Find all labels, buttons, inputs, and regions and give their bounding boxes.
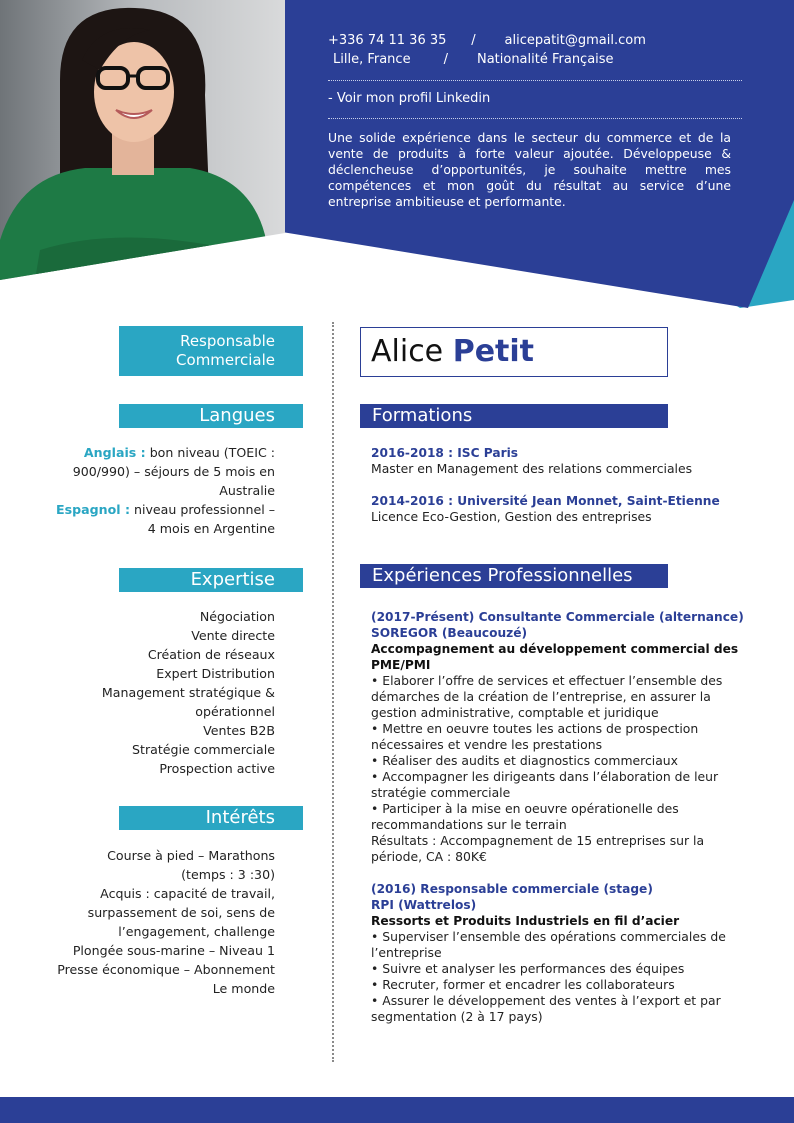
experience-line: stratégie commerciale	[371, 785, 511, 800]
expertise-item: Expert Distribution	[156, 666, 275, 681]
experience-line: démarches de la création de l’entreprise, en assurer la	[371, 689, 711, 704]
experience-line: • Superviser l’ensemble des opérations commerciales de	[371, 929, 726, 944]
expertise-item: Management stratégique &	[101, 685, 275, 700]
job-title-box	[119, 326, 303, 376]
experience-line: segmentation (2 à 17 pays)	[371, 1009, 543, 1024]
section-heading-formations: Formations	[360, 404, 668, 428]
experience-company: RPI (Wattrelos)	[371, 898, 477, 912]
expertise-item: Stratégie commerciale	[132, 742, 275, 757]
language-line: 900/990) – séjours de 5 mois en	[72, 464, 275, 479]
column-divider	[332, 322, 334, 1062]
experience-line: période, CA : 80K€	[371, 849, 487, 864]
profile-summary: Une solide expérience dans le secteur du commerce et de la vente de produits à forte valeur ajoutée. Développeuse & déclencheuse d’opportunités, je souhaite mettre mes compétences et mon goût du résultat au service d’une entreprise ambitieuse et performante.	[328, 130, 731, 209]
interest-item: (temps : 3 :30)	[181, 867, 275, 882]
nationality: Nationalité Française	[476, 52, 614, 67]
header-divider-1	[328, 80, 742, 81]
linkedin-link[interactable]: - Voir mon profil Linkedin	[328, 91, 491, 106]
expertise-item: Négociation	[199, 609, 275, 624]
experience-line: • Recruter, former et encadrer les collaborateurs	[371, 977, 675, 992]
expertise-item: Création de réseaux	[147, 647, 275, 662]
footer-band	[0, 1097, 794, 1123]
expertise-item: opérationnel	[195, 704, 275, 719]
experience-line: • Accompagner les dirigeants dans l’élaboration de leur	[371, 769, 719, 784]
languages-list	[40, 443, 275, 538]
formation-title: 2014-2016 : Université Jean Monnet, Saint-Etienne	[371, 494, 720, 508]
formations-list	[371, 445, 751, 525]
language-line: Anglais : bon niveau (TOEIC :	[83, 445, 275, 460]
last-name: Petit	[452, 334, 535, 369]
name-box	[360, 327, 668, 377]
separator: /	[471, 33, 476, 48]
city: Lille, France	[333, 52, 411, 67]
experience-line: • Assurer le développement des ventes à l’export et par	[371, 993, 721, 1008]
language-line: Australie	[219, 483, 275, 498]
experience-line: Résultats : Accompagnement de 15 entreprises sur la	[371, 833, 705, 848]
experience-line: • Elaborer l’offre de services et effectuer l’ensemble des	[371, 673, 723, 688]
first-name: Alice	[371, 334, 444, 369]
interest-item: Course à pied – Marathons	[107, 848, 275, 863]
experience-mission: PME/PMI	[371, 658, 431, 672]
language-line: 4 mois en Argentine	[147, 521, 275, 536]
section-heading-experiences: Expériences Professionnelles	[360, 564, 668, 588]
experience-mission: Accompagnement au développement commercial des	[371, 642, 739, 656]
interest-item: Plongée sous-marine – Niveau 1	[72, 943, 275, 958]
email-link[interactable]: alicepatit@gmail.com	[504, 33, 646, 48]
experience-1	[371, 609, 751, 865]
expertise-list	[40, 607, 275, 778]
separator: /	[443, 52, 449, 67]
section-heading-interets: Intérêts	[119, 806, 303, 830]
expertise-item: Vente directe	[191, 628, 275, 643]
section-heading-langues: Langues	[119, 404, 303, 428]
experience-line: • Suivre et analyser les performances des équipes	[371, 961, 685, 976]
experience-line: • Mettre en oeuvre toutes les actions de prospection	[371, 721, 699, 736]
experience-2	[371, 881, 751, 1025]
experience-mission: Ressorts et Produits Industriels en fil d’acier	[371, 914, 680, 928]
contact-line-2	[333, 52, 753, 67]
header-divider-2	[328, 118, 742, 119]
experience-role: (2016) Responsable commerciale (stage)	[371, 882, 653, 896]
experience-line: nécessaires et vendre les prestations	[371, 737, 603, 752]
phone-number: +336 74 11 36 35	[328, 33, 447, 48]
experience-line: • Participer à la mise en oeuvre opérationelle des	[371, 801, 679, 816]
experience-line: gestion administrative, comptable et juridique	[371, 705, 659, 720]
formation-desc: Master en Management des relations commerciales	[371, 461, 693, 476]
formation-title: 2016-2018 : ISC Paris	[371, 446, 519, 460]
experience-role: (2017-Présent) Consultante Commerciale (alternance)	[371, 610, 744, 624]
experience-line: recommandations sur le terrain	[371, 817, 567, 832]
contact-line-1	[328, 33, 748, 48]
experience-line: l’entreprise	[371, 945, 442, 960]
expertise-item: Ventes B2B	[203, 723, 275, 738]
interest-item: Presse économique – Abonnement	[57, 962, 275, 977]
experience-line: • Réaliser des audits et diagnostics commerciaux	[371, 753, 678, 768]
language-keyword: Anglais :	[83, 445, 146, 460]
interest-item: surpassement de soi, sens de	[87, 905, 275, 920]
language-keyword: Espagnol :	[56, 502, 130, 517]
job-title-line: Commerciale	[176, 351, 275, 369]
language-line: Espagnol : niveau professionnel –	[56, 502, 275, 517]
section-heading-expertise: Expertise	[119, 568, 303, 592]
interest-item: l’engagement, challenge	[118, 924, 275, 939]
interest-item: Acquis : capacité de travail,	[100, 886, 275, 901]
profile-photo	[0, 0, 285, 280]
formation-desc: Licence Eco-Gestion, Gestion des entreprises	[371, 509, 652, 524]
experience-company: SOREGOR (Beaucouzé)	[371, 626, 528, 640]
expertise-item: Prospection active	[159, 761, 275, 776]
separator	[446, 33, 471, 48]
job-title-line: Responsable	[180, 332, 275, 350]
interest-item: Le monde	[212, 981, 275, 996]
interests-list	[30, 846, 275, 998]
